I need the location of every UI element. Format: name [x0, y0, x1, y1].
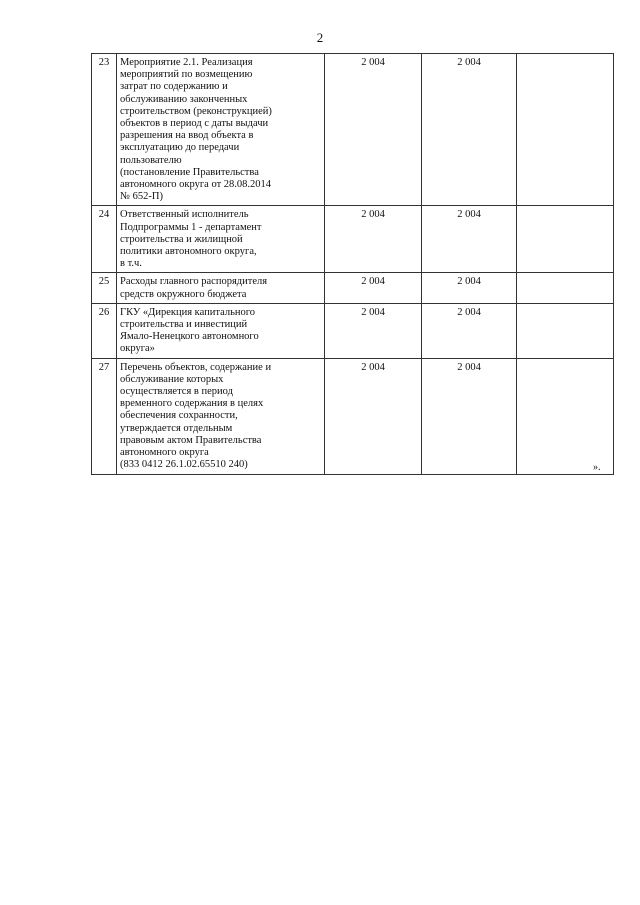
table-row: [92, 273, 614, 303]
row-value-3: [517, 358, 614, 474]
closing-quote-mark: ».: [593, 462, 601, 473]
table-row: [92, 358, 614, 474]
table-row: [92, 303, 614, 358]
row-value-3: [517, 54, 614, 206]
row-value-2: 2 004: [422, 273, 517, 303]
row-name: Мероприятие 2.1. Реализация мероприятий по возмещению затрат по содержанию и обслуживанию законченных строительством (реконструкцией) объектов в период с даты выдачи разрешения на ввод объекта в эксплуатацию до передачи пользователю (постановление Правительства автономного округа от 28.08.2014 № 652-П): [117, 54, 325, 206]
row-number: 27: [92, 358, 117, 474]
row-number: 25: [92, 273, 117, 303]
table-row: [92, 54, 614, 206]
row-value-3: [517, 206, 614, 273]
row-value-2: 2 004: [422, 54, 517, 206]
row-value-1: 2 004: [325, 303, 422, 358]
row-value-1: 2 004: [325, 358, 422, 474]
row-value-3: [517, 303, 614, 358]
row-number: 26: [92, 303, 117, 358]
row-value-2: 2 004: [422, 303, 517, 358]
row-name: Расходы главного распорядителя средств окружного бюджета: [117, 273, 325, 303]
row-name: Перечень объектов, содержание и обслуживание которых осуществляется в период временного содержания в целях обеспечения сохранности, утверждается отдельным правовым актом Правительства автономного округа (833 0412 26.1.02.65510 240): [117, 358, 325, 474]
row-value-2: 2 004: [422, 206, 517, 273]
table-row: [92, 206, 614, 273]
row-number: 23: [92, 54, 117, 206]
budget-table: [91, 53, 614, 475]
row-name: ГКУ «Дирекция капитального строительства и инвестиций Ямало-Ненецкого автономного округа»: [117, 303, 325, 358]
row-value-1: 2 004: [325, 54, 422, 206]
row-number: 24: [92, 206, 117, 273]
page-number: 2: [316, 30, 324, 45]
row-value-3: [517, 273, 614, 303]
row-value-1: 2 004: [325, 206, 422, 273]
row-value-1: 2 004: [325, 273, 422, 303]
row-value-2: 2 004: [422, 358, 517, 474]
row-name: Ответственный исполнитель Подпрограммы 1 - департамент строительства и жилищной политики автономного округа, в т.ч.: [117, 206, 325, 273]
